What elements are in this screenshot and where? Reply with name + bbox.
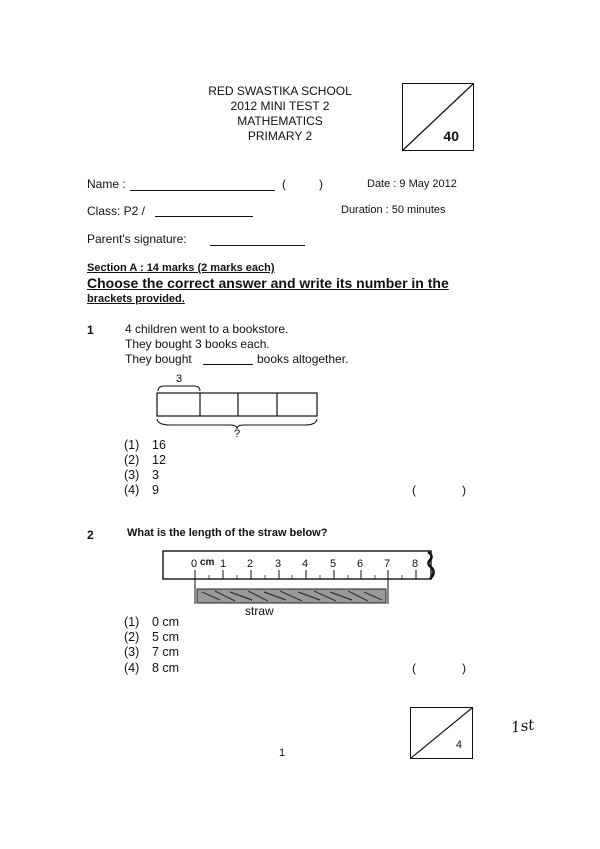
class-label: Class: P2 /	[87, 204, 146, 218]
question-2-text: What is the length of the straw below?	[127, 527, 328, 539]
section-title: Section A : 14 marks (2 marks each)	[87, 262, 275, 274]
q2-option-4-value: 8 cm	[152, 661, 180, 675]
question-2-number: 2	[87, 528, 94, 542]
class-field[interactable]	[155, 216, 253, 217]
q2-answer-close: )	[462, 661, 466, 675]
page-number: 1	[279, 747, 286, 759]
q2-option-1-num: (1)	[124, 615, 140, 629]
subject: MATHEMATICS	[237, 114, 323, 128]
question-1-line-3a: They bought	[125, 352, 192, 366]
ruler-label-8: 8	[412, 558, 419, 570]
name-label: Name :	[87, 177, 126, 191]
section-instruction-line1: Choose the correct answer and write its number in the	[87, 275, 449, 291]
ruler-label-3: 3	[275, 558, 282, 570]
q2-option-2-value: 5 cm	[152, 630, 180, 644]
date: Date : 9 May 2012	[367, 178, 457, 190]
ruler-label-5: 5	[330, 558, 337, 570]
bar-model-rect	[157, 393, 317, 416]
q2-option-1-value: 0 cm	[152, 615, 180, 629]
ruler-label-7: 7	[384, 558, 391, 570]
question-1-line-1: 4 children went to a bookstore.	[125, 322, 289, 336]
ruler-label-2: 2	[247, 558, 254, 570]
q2-answer-open: (	[412, 661, 416, 675]
total-marks: 40	[443, 128, 459, 144]
total-score-box	[402, 83, 474, 151]
question-1-line-3b: books altogether.	[257, 352, 349, 366]
bar-model-top-brace	[158, 386, 200, 391]
parent-signature-field[interactable]	[210, 245, 305, 246]
bar-model-top-label: 3	[176, 373, 183, 385]
q1-option-2-num: (2)	[124, 453, 140, 467]
q1-option-3-num: (3)	[124, 468, 140, 482]
ruler-label-4: 4	[302, 558, 309, 570]
school-name: RED SWASTIKA SCHOOL	[208, 84, 352, 98]
duration: Duration : 50 minutes	[341, 204, 446, 216]
q1-option-4-num: (4)	[124, 483, 140, 497]
name-field[interactable]	[130, 190, 275, 191]
test-name: 2012 MINI TEST 2	[230, 99, 330, 113]
q2-option-4-num: (4)	[124, 661, 140, 675]
ruler-ticks	[195, 570, 416, 579]
level: PRIMARY 2	[247, 129, 313, 143]
q1-answer-open: (	[412, 483, 416, 497]
register-paren-close: )	[319, 177, 323, 191]
q2-option-2-num: (2)	[124, 630, 140, 644]
straw-label: straw	[245, 604, 274, 618]
ruler-label-6: 6	[357, 558, 364, 570]
section-instruction-line2: brackets provided.	[87, 293, 185, 305]
question-1-number: 1	[87, 323, 94, 337]
handwritten-note: 1st	[509, 715, 536, 737]
question-1-blank	[203, 364, 253, 365]
q1-answer-close: )	[462, 483, 466, 497]
score-diagonal	[403, 84, 473, 150]
q1-option-3-value: 3	[152, 468, 159, 482]
bar-model-bottom-label: ?	[234, 428, 241, 440]
q1-option-4-value: 9	[152, 483, 159, 497]
q1-option-1-num: (1)	[124, 438, 140, 452]
register-paren-open: (	[282, 177, 286, 191]
page-score-diagonal	[411, 708, 472, 758]
parent-signature-label: Parent's signature:	[87, 232, 187, 246]
page-score-box	[410, 707, 473, 759]
question-1-line-2: They bought 3 books each.	[125, 337, 270, 351]
ruler-label-0: 0	[191, 558, 198, 570]
q1-option-2-value: 12	[152, 453, 166, 467]
ruler-label-cm: cm	[200, 557, 215, 568]
q2-option-3-value: 7 cm	[152, 645, 180, 659]
q2-option-3-num: (3)	[124, 645, 140, 659]
page-marks: 4	[455, 739, 462, 751]
ruler-label-1: 1	[220, 558, 227, 570]
q1-option-1-value: 16	[152, 438, 166, 452]
